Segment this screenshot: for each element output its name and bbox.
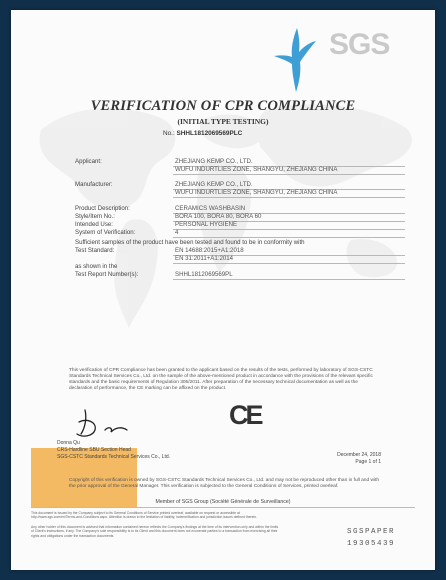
underline: [173, 237, 405, 238]
sgs-logo: SGS: [329, 28, 390, 61]
certificate-number: [163, 130, 242, 137]
ce-mark: CE: [229, 400, 261, 430]
certificate-number-label: No.:: [163, 130, 175, 137]
paper-code: SGSPAPER: [346, 528, 395, 536]
underline: [173, 263, 405, 264]
style-item-value: BORA 100, BORA 80, BORA 60: [175, 213, 262, 220]
document-subtitle: (INITIAL TYPE TESTING): [177, 117, 269, 126]
signatory-role: CRS-Hardline SBU Section Head: [57, 447, 131, 453]
underline: [173, 229, 405, 230]
style-item-label: Style/Item No.:: [75, 213, 115, 220]
test-report-value: SHHL1812069569PL: [175, 271, 233, 278]
fine-print-disclaimer: Any other holder of this document is advised that information contained hereon reflects the Company's findings at the time of its intervention only and within the limits of Client's instructions, if any. The Company's sole responsibility is to its Client and this document does not exonerate parties to a transaction from exercising all their rights and obligations under the transaction documents.: [31, 525, 279, 538]
signatory-company: SGS-CSTC Standards Technical Services Co., Ltd.: [57, 454, 171, 460]
product-description-value: CERAMICS WASHBASIN: [175, 205, 246, 212]
fine-print-general-conditions: This document is issued by the Company subject to its General Conditions of Service printed overleaf, available on request or accessible at http://www.sgs.com/en/Terms-and-Conditions.aspx. Attention is drawn to the limitation of liability, indemnification and jurisdiction issues defined therein.: [31, 511, 258, 520]
issue-date: December 24, 2018: [337, 452, 381, 458]
sufficient-samples-text: Sufficient samples of the product have been tested and found to be in conformity with: [75, 239, 305, 246]
copyright-paragraph: Copyright of this verification is owned by SGS-CSTC Standards Technical Services Co., Ltd. and may not be reproduced other than in full and with the prior approval of the General Manager. This verification is subjected to the General Conditions of Services, printed overleaf.: [69, 478, 380, 490]
system-verification-value: 4: [175, 229, 179, 236]
certificate-page: [11, 10, 435, 570]
sgs-member-line: Member of SGS Group (Société Générale de Surveillance): [155, 499, 291, 505]
product-description-label: Product Description:: [75, 205, 130, 212]
sgs-bird-icon: [273, 26, 317, 94]
test-standard-label: Test Standard:: [75, 247, 115, 254]
document-title: VERIFICATION OF CPR COMPLIANCE: [90, 98, 356, 114]
underline: [173, 197, 405, 198]
signatory-name: Donna Qu: [57, 440, 80, 446]
applicant-name: ZHEJIANG KEMP CO., LTD.: [175, 158, 253, 165]
test-report-label: Test Report Number(s):: [75, 271, 139, 278]
applicant-address: WUFU INDURTLIES ZONE, SHANGYU, ZHEJIANG CHINA: [175, 166, 338, 173]
page-number: Page 1 of 1: [355, 459, 381, 465]
system-verification-label: System of Verification:: [75, 229, 136, 236]
underline: [173, 279, 405, 280]
test-standard-value-2: EN 31:2011+A1:2014: [175, 255, 233, 262]
manufacturer-name: ZHEJIANG KEMP CO., LTD.: [175, 181, 253, 188]
as-shown-label: as shown in the: [75, 263, 118, 270]
certificate-number-value: SHHL1812069569PLC: [176, 130, 243, 137]
divider: [31, 507, 415, 508]
test-standard-value-1: EN 14688:2015+A1:2018: [175, 247, 244, 254]
compliance-paragraph: This verification of CPR Compliance has been granted to the applicant based on the results of the tests, performed by laboratory of SGS-CSTC Standards Technical Services Co., Ltd. on the sample of the above-mentioned product in accordance with the provisions of the relevant specific standards and the basic requirements of Regulation 305/2011. After preparation of the necessary technical documentation as well as the declaration of performance, the CE marking can be affixed on the product.: [69, 368, 373, 392]
applicant-label: Applicant:: [75, 158, 102, 165]
serial-number: 19305439: [346, 540, 395, 548]
manufacturer-address: WUFU INDURTLIES ZONE, SHANGYU, ZHEJIANG CHINA: [175, 189, 338, 196]
intended-use-label: Intended Use:: [75, 221, 113, 228]
manufacturer-label: Manufacturer:: [75, 181, 113, 188]
intended-use-value: PERSONAL HYGIENE: [175, 221, 238, 228]
underline: [173, 174, 405, 175]
handwritten-signature: [71, 406, 141, 440]
